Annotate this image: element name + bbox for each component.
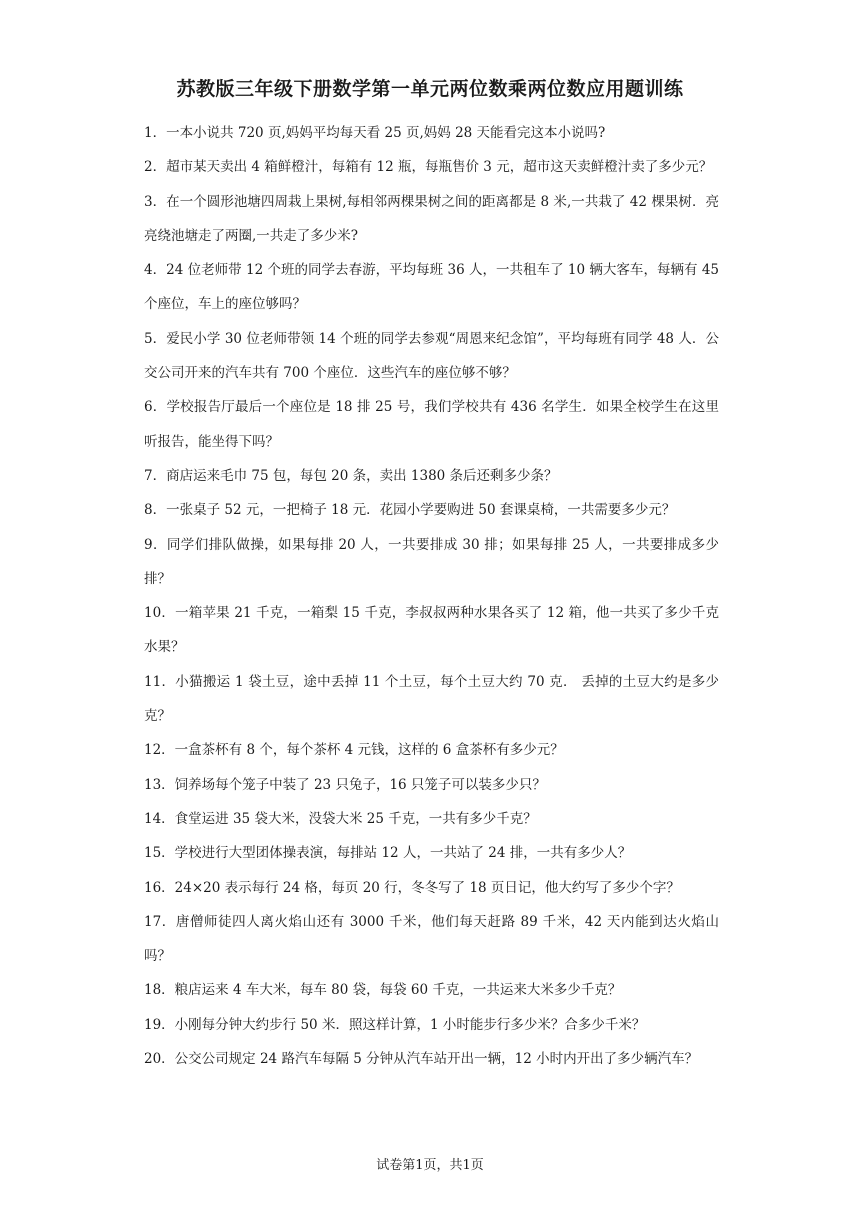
question-item: 16．24×20 表示每行 24 格，每页 20 行，冬冬写了 18 页日记，他大约写了多少个字？ — [144, 879, 680, 896]
question-item: 1．一本小说共 720 页,妈妈平均每天看 25 页,妈妈 28 天能看完这本小说吗? — [144, 125, 606, 141]
question-item: 14．食堂运进 35 袋大米，没袋大米 25 千克，一共有多少千克？ — [144, 810, 537, 827]
question-item: 13．饲养场每个笼子中装了 23 只兔子，16 只笼子可以装多少只？ — [144, 776, 546, 793]
question-item: 10．一箱苹果 21 千克，一箱梨 15 千克，李叔叔两种水果各买了 12 箱，他一共买了多少千克水果？ — [144, 605, 719, 656]
question-list — [144, 116, 719, 1076]
question-item: 7．商店运来毛巾 75 包，每包 20 条，卖出 1380 条后还剩多少条？ — [144, 467, 558, 484]
question-item: 12．一盒茶杯有 8 个，每个茶杯 4 元钱，这样的 6 盒茶杯有多少元？ — [144, 742, 564, 759]
question-item: 18．粮店运来 4 车大米，每车 80 袋，每袋 60 千克，一共运来大米多少千克？ — [144, 982, 622, 999]
question-item: 9．同学们排队做操，如果每排 20 人，一共要排成 30 排；如果每排 25 人，一共要排成多少排？ — [144, 536, 719, 587]
question-item: 11．小猫搬运 1 袋土豆，途中丢掉 11 个土豆，每个土豆大约 70 克． 丢掉的土豆大约是多少克？ — [144, 673, 719, 725]
question-item: 6．学校报告厅最后一个座位是 18 排 25 号，我们学校共有 436 名学生．如果全校学生在这里听报告，能坐得下吗？ — [144, 399, 719, 450]
page-footer: 试卷第1页，共1页 — [376, 1158, 484, 1173]
question-item: 5．爱民小学 30 位老师带领 14 个班的同学去参观“周恩来纪念馆”，平均每班有同学 48 人．公交公司开来的汽车共有 700 个座位．这些汽车的座位够不够？ — [144, 330, 719, 382]
question-item: 20．公交公司规定 24 路汽车每隔 5 分钟从汽车站开出一辆，12 小时内开出了多少辆汽车？ — [144, 1051, 699, 1068]
question-item: 8．一张桌子 52 元，一把椅子 18 元．花园小学要购进 50 套课桌椅，一共需要多少元？ — [144, 502, 676, 519]
question-item: 2．超市某天卖出 4 箱鲜橙汁，每箱有 12 瓶，每瓶售价 3 元，超市这天卖鲜橙汁卖了多少元？ — [144, 159, 713, 176]
question-item: 17．唐僧师徒四人离火焰山还有 3000 千米，他们每天赶路 89 千米，42 天内能到达火焰山吗？ — [144, 913, 719, 965]
question-item: 3．在一个圆形池塘四周栽上果树,每相邻两棵果树之间的距离都是 8 米,一共栽了 42 棵果树．亮亮绕池塘走了两圈,一共走了多少米? — [144, 193, 719, 244]
question-item: 19．小刚每分钟大约步行 50 米．照这样计算，1 小时能步行多少米？合多少千米？ — [144, 1016, 646, 1033]
page-title: 苏教版三年级下册数学第一单元两位数乘两位数应用题训练 — [176, 78, 684, 100]
question-item: 4．24 位老师带 12 个班的同学去春游，平均每班 36 人，一共租车了 10 辆大客车，每辆有 45 个座位，车上的座位够吗？ — [144, 262, 719, 313]
question-item: 15．学校进行大型团体操表演，每排站 12 人，一共站了 24 排，一共有多少人？ — [144, 845, 632, 862]
